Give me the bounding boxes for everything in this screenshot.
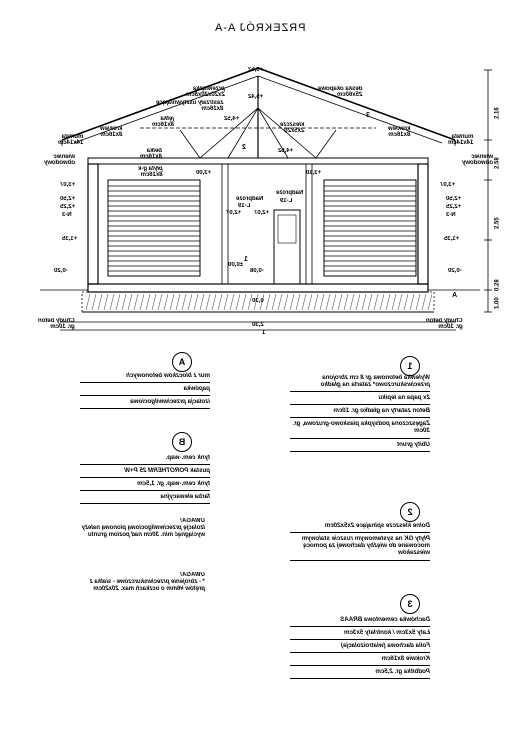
door-level: +2,07 — [226, 210, 242, 216]
right-1-35: +1,35 — [444, 236, 460, 242]
garage-door-right — [324, 180, 416, 276]
foundation-hatch — [314, 294, 318, 310]
legend-2-marker: 2 — [400, 502, 420, 522]
legend-a-row: papówka — [80, 383, 210, 396]
foundation-hatch — [296, 294, 300, 310]
n3-right: N-3 — [446, 212, 456, 218]
ridge-level: +6,52 — [248, 67, 264, 73]
wall-top-left: +3,00 — [196, 170, 212, 176]
foundation-hatch — [422, 294, 426, 310]
dim-right-4: 0.28 — [494, 279, 501, 291]
marker-3-drawing: 3 — [366, 112, 370, 119]
foundation-hatch — [326, 294, 330, 310]
label-murlata-left: murłata 14x14cm — [58, 134, 84, 147]
foundation-hatch — [320, 294, 324, 310]
top-upper: +5,42 — [248, 94, 264, 100]
label-wieniec-right: wieniec obwodowy — [462, 154, 493, 167]
label-chudy-right: Chudy beton gr. 10cm — [426, 318, 463, 331]
foundation-hatch — [200, 294, 204, 310]
wall-top-right: +3,10 — [306, 170, 322, 176]
foundation-hatch — [98, 294, 102, 310]
interior-wall-r — [306, 164, 312, 284]
label-murlata-right: murłata 14x14cm — [448, 134, 474, 147]
foundation-hatch — [170, 294, 174, 310]
marker-2-drawing: 2 — [242, 144, 246, 151]
legend-1 — [290, 372, 430, 452]
dim-right-2: 2.58 — [494, 157, 501, 169]
foundation-hatch — [386, 294, 390, 310]
label-jetka: jętka 8x16cm — [152, 116, 175, 129]
wall-right — [418, 164, 428, 284]
legend-b-row: tynk cem.-wap. — [80, 452, 210, 465]
foundation-hatch — [410, 294, 414, 310]
foundation-hatch — [362, 294, 366, 310]
note-2-text: * - zbrojenie przeciwskurczowe - siatka z prętów #6mm o oczkach max. 20x20cm — [89, 579, 205, 593]
floor-slab — [88, 284, 428, 292]
legend-a-row: mur z bloczków betonowych — [80, 370, 210, 383]
foundation-hatch — [176, 294, 180, 310]
foundation-hatch — [416, 294, 420, 310]
legend-3-row: Dachówka cementowa BRAAS — [290, 614, 430, 627]
ground-left: -0,20 — [54, 268, 68, 274]
marker-1-drawing: 1 — [244, 256, 248, 263]
n3-left: N-3 — [62, 212, 72, 218]
foundation-hatch — [272, 294, 276, 310]
left-2-50: +2,50 — [60, 196, 76, 202]
foundation-hatch — [206, 294, 210, 310]
foundation-hatch — [380, 294, 384, 310]
label-belka: belka 8x16cm — [140, 148, 163, 161]
lintel-left: L-19 — [238, 203, 251, 209]
right-2-50: +2,50 — [446, 196, 462, 202]
label-krokiew-right: krokiew 8x16cm — [388, 126, 411, 139]
foundation-hatch — [338, 294, 342, 310]
foundation-hatch — [182, 294, 186, 310]
foundation-hatch — [104, 294, 108, 310]
foundation-hatch — [398, 294, 402, 310]
dim-2-30: 2,30 — [252, 322, 264, 328]
right-3-07: +3,07 — [440, 182, 456, 188]
ceiling-beam — [88, 158, 428, 164]
foundation-hatch — [230, 294, 234, 310]
foundation-hatch — [236, 294, 240, 310]
dim-0-30: 0,30 — [252, 298, 264, 304]
foundation-hatch — [278, 294, 282, 310]
foundation-hatch — [368, 294, 372, 310]
note-2-title: UWAGA! — [180, 572, 205, 578]
foundation-hatch — [158, 294, 162, 310]
top-mid: +4,52 — [224, 116, 240, 122]
lintel-right: L-19 — [280, 198, 293, 204]
foundation-hatch — [302, 294, 306, 310]
foundation-hatch — [194, 294, 198, 310]
foundation-hatch — [242, 294, 246, 310]
note-1-title: UWAGA! — [180, 518, 205, 524]
legend-b-marker: B — [172, 432, 192, 452]
label-wieniec-left: wieniec obwodowy — [44, 154, 75, 167]
floor-minus: -0,08 — [250, 268, 264, 274]
foundation-hatch — [266, 294, 270, 310]
foundation-hatch — [86, 294, 90, 310]
legend-1-row: Zagęszczona podsypka piaskowo-gruzowa, gr. 30cm — [290, 418, 430, 438]
drawing-title — [0, 22, 520, 34]
foundation-hatch — [356, 294, 360, 310]
dim-right-3: 2.55 — [494, 217, 501, 229]
garage-door-left — [108, 180, 200, 276]
foundation-hatch — [344, 294, 348, 310]
legend-1-row: Beton zatarty na gładko gr. 10cm — [290, 405, 430, 418]
note-1-text: Izolację przeciwwilgociową pionową należy wyciągnąć min. 30cm nad poziom gruntu — [81, 525, 205, 539]
legend-2-row: Płyty GK na systemowym ruszcie stalowym mocowane do więźby dachowej za pomocą wieszaków — [290, 533, 430, 560]
label-przewiazka: przewiązka 2x20x20x8cm — [186, 86, 225, 99]
title-text: PRZEKRÓJ A-A — [214, 22, 306, 34]
foundation-hatch — [284, 294, 288, 310]
foundation-hatch — [374, 294, 378, 310]
legend-1-row: Wylewka betonowa gr 8 cm zbrojona przeciwskurczowo* zatarta na gładko — [290, 372, 430, 392]
cross-section-drawing — [0, 40, 520, 340]
beam-level: +4,52 — [278, 148, 294, 154]
legend-b — [80, 452, 210, 504]
left-3-07: +3,07 — [60, 182, 76, 188]
foundation-hatch — [218, 294, 222, 310]
legend-3-marker: 3 — [400, 594, 420, 614]
foundation-hatch — [350, 294, 354, 310]
legend-2 — [290, 520, 430, 561]
label-chudy-left: Chudy beton gr. 10cm — [38, 318, 75, 331]
label-kleszcze: kleszcze 2x5x20 — [280, 122, 305, 135]
foundation-hatch — [164, 294, 168, 310]
foundation-hatch — [290, 294, 294, 310]
foundation-hatch — [122, 294, 126, 310]
legend-3-row: Podbitka gr. 2,5cm — [290, 666, 430, 679]
label-deska: deska okapowa 25x60cm — [318, 86, 363, 99]
foundation-hatch — [128, 294, 132, 310]
legend-b-row: farba elewacyjna — [80, 491, 210, 504]
legend-a-row: izolacja przeciwwilgociowa — [80, 396, 210, 409]
foundation-hatch — [212, 294, 216, 310]
wall-left — [88, 164, 98, 284]
legend-b-row: pustak POROTHERM 25 P+W — [80, 465, 210, 478]
legend-1-row: Ubity grunt — [290, 439, 430, 452]
foundation-hatch — [308, 294, 312, 310]
dim-int: 1 — [262, 330, 266, 336]
ground-right: -0,20 — [448, 268, 462, 274]
foundation-hatch — [428, 294, 432, 310]
foundation-hatch — [134, 294, 138, 310]
nadproze-right: Nadproże — [276, 190, 304, 196]
door-level-r: +2,07 — [254, 210, 270, 216]
label-plyta-gk: płyta g-k 8x16cm — [138, 166, 163, 179]
legend-3-row: Folia dachowa (wiatroizolacja) — [290, 640, 430, 653]
foundation-hatch — [404, 294, 408, 310]
foundation-hatch — [392, 294, 396, 310]
legend-3 — [290, 614, 430, 679]
floor-level: ±0,00 — [228, 262, 243, 268]
note-2 — [80, 572, 205, 594]
foundation-hatch — [188, 294, 192, 310]
label-zastrzaly: zastrzały usztywniające 8x16cm — [156, 100, 224, 113]
dim-right-1: 2.16 — [494, 107, 501, 119]
label-krokiew-left: krokiew 8x16cm — [100, 126, 123, 139]
legend-a — [80, 370, 210, 409]
foundation-hatch — [332, 294, 336, 310]
foundation-hatch — [116, 294, 120, 310]
right-2-25: +2,25 — [446, 204, 462, 210]
legend-1-row: 2x papa na lepiku — [290, 392, 430, 405]
legend-2-row: Dolne kleszcze spinające 2x5x20cm — [290, 520, 430, 533]
nadproze-left: Nadproże — [236, 196, 264, 202]
foundation-hatch — [224, 294, 228, 310]
legend-3-row: Krokwie 8x16cm — [290, 653, 430, 666]
legend-a-marker: A — [172, 352, 192, 372]
dim-right-5: 1.00 — [494, 297, 501, 309]
foundation-hatch — [92, 294, 96, 310]
note-1 — [80, 518, 205, 540]
legend-3-row: Łaty 5x3cm / kontrłaty 5x3cm — [290, 627, 430, 640]
foundation-hatch — [152, 294, 156, 310]
foundation-hatch — [140, 294, 144, 310]
left-1-35: +1,35 — [62, 236, 78, 242]
legend-b-row: tynk cem.-wap. gr. 1,5cm — [80, 478, 210, 491]
foundation-hatch — [146, 294, 150, 310]
marker-a-drawing: A — [452, 292, 458, 299]
foundation-hatch — [110, 294, 114, 310]
legend-1-marker: 1 — [400, 356, 420, 376]
left-2-25: +2,25 — [60, 204, 76, 210]
